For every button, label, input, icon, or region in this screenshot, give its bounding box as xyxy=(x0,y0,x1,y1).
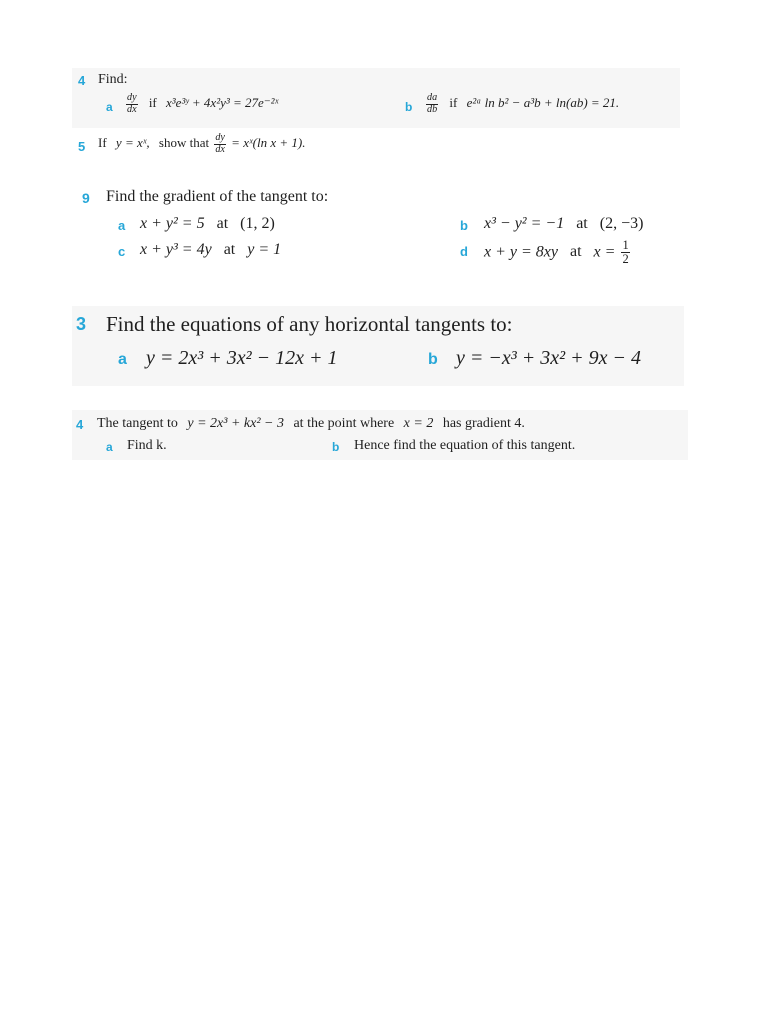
part-b-label: b xyxy=(405,100,413,114)
text-2: at the point where xyxy=(293,416,395,431)
part-a-content xyxy=(124,93,278,115)
given-equation: y = xˣ, xyxy=(115,135,150,151)
condition: y = 1 xyxy=(247,241,282,258)
question-4-block xyxy=(0,68,768,128)
part-b-content xyxy=(484,215,643,233)
part-d-label: d xyxy=(460,244,468,259)
if-word: if xyxy=(449,95,458,111)
derivative-fraction: $\frac{dy}{dx}$ xyxy=(127,92,137,115)
part-a-equation: y = 2x³ + 3x² − 12x + 1 xyxy=(146,347,338,369)
question-3-block xyxy=(0,306,768,386)
question-number: 4 xyxy=(78,73,86,88)
equation: x³ − y² = −1 xyxy=(484,215,565,232)
point: (1, 2) xyxy=(240,215,275,232)
equation: x + y² = 5 xyxy=(140,215,205,232)
at-word: at xyxy=(570,243,582,261)
part-a-label: a xyxy=(118,218,126,233)
part-b-equation: y = −x³ + 3x² + 9x − 4 xyxy=(456,347,641,369)
question-prompt: Find the equations of any horizontal tangents to: xyxy=(106,312,513,336)
part-b-label: b xyxy=(428,351,438,368)
condition: x = 2 xyxy=(403,416,434,431)
part-a-text: Find k. xyxy=(127,438,167,453)
derivative-fraction: $\frac{dy}{dx}$ xyxy=(215,132,225,155)
question-content xyxy=(97,416,525,432)
part-b-content xyxy=(424,93,619,115)
part-a-label: a xyxy=(106,440,113,454)
at-word: at xyxy=(216,215,229,232)
half-fraction: $\frac{1}{2}$ xyxy=(622,238,629,267)
part-c-label: c xyxy=(118,244,126,259)
question-4b-block xyxy=(0,410,768,460)
text-1: The tangent to xyxy=(97,416,178,431)
part-b-label: b xyxy=(332,440,340,454)
question-prompt: Find the gradient of the tangent to: xyxy=(106,188,329,205)
equation: e²ᵃ ln b² − a³b + ln(ab) = 21. xyxy=(466,95,620,111)
question-content xyxy=(98,133,305,155)
part-a-label: a xyxy=(118,351,127,368)
question-prompt: Find: xyxy=(98,72,128,87)
question-9-block xyxy=(0,184,768,268)
show-that: show that xyxy=(158,135,210,151)
part-a-content xyxy=(140,215,275,233)
part-c-content xyxy=(140,241,281,259)
question-number: 4 xyxy=(76,417,84,432)
question-number: 9 xyxy=(82,190,90,206)
point: (2, −3) xyxy=(599,215,644,232)
part-d-content xyxy=(484,239,632,266)
condition: x = xyxy=(593,243,616,261)
if-word: if xyxy=(148,95,157,111)
result-equation: = xˣ(ln x + 1). xyxy=(231,135,306,151)
at-word: at xyxy=(223,241,236,258)
equation: y = 2x³ + kx² − 3 xyxy=(187,416,284,431)
equation: x³e³ʸ + 4x²y³ = 27e⁻²ˣ xyxy=(166,95,279,111)
at-word: at xyxy=(576,215,588,232)
question-5-block xyxy=(0,130,768,164)
question-number: 5 xyxy=(78,139,86,154)
part-a-label: a xyxy=(106,100,113,114)
part-b-label: b xyxy=(460,218,468,233)
text-3: has gradient 4. xyxy=(442,416,525,431)
part-b-text: Hence find the equation of this tangent. xyxy=(354,438,576,453)
question-number: 3 xyxy=(76,314,87,334)
equation: x + y³ = 4y xyxy=(140,241,212,258)
lead-word: If xyxy=(98,135,107,151)
equation: x + y = 8xy xyxy=(484,243,558,261)
derivative-fraction: $\frac{da}{db}$ xyxy=(427,92,438,115)
